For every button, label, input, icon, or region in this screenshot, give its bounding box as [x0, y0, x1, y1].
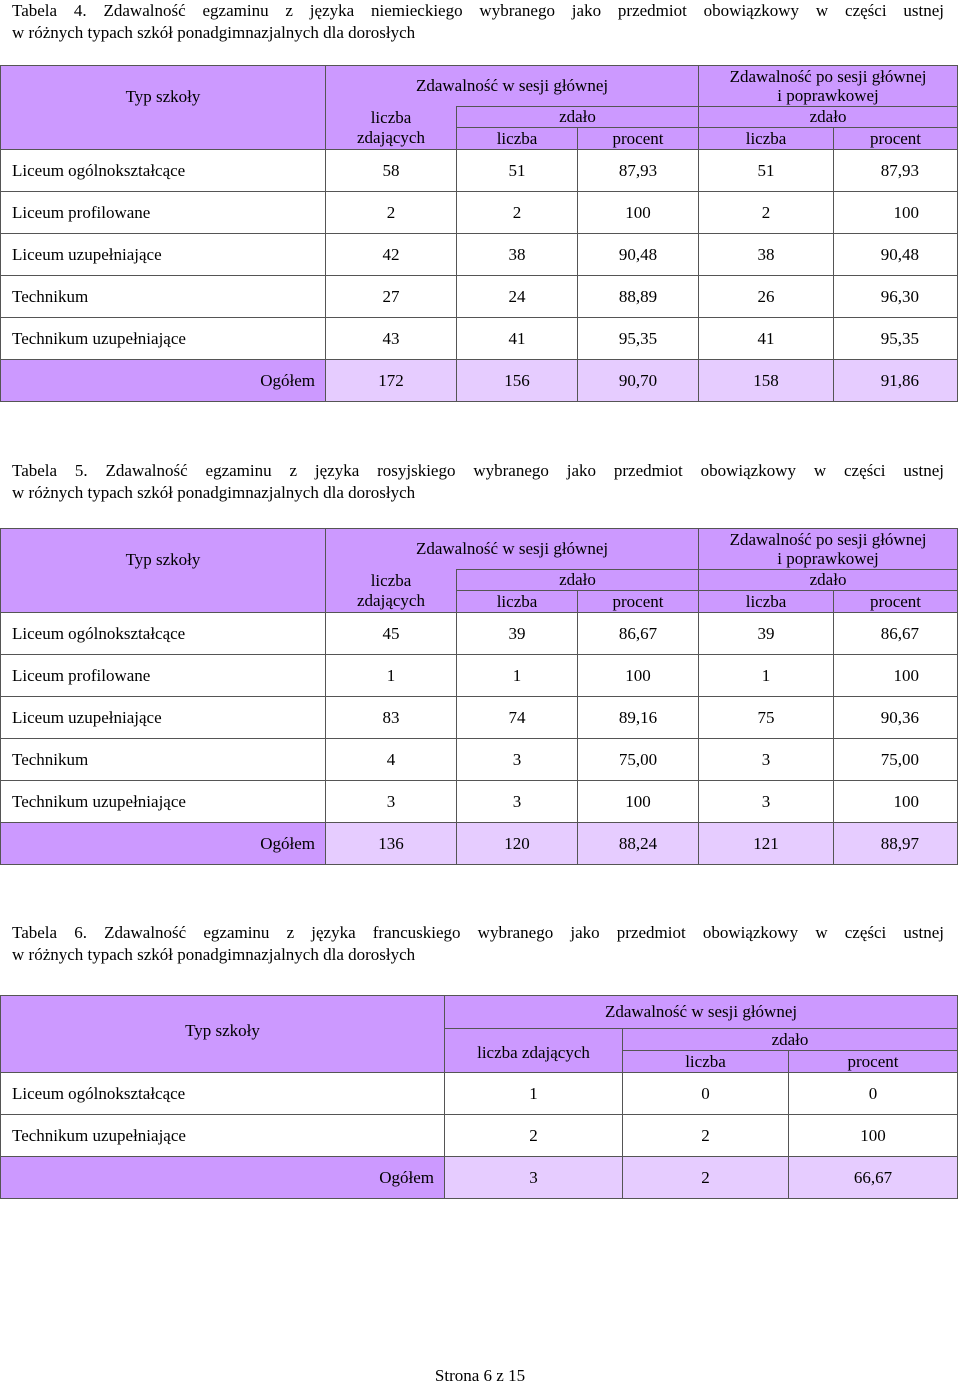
passed-percent-cell: 88,89	[578, 276, 699, 318]
header-after-session	[699, 529, 958, 570]
total-row	[1, 360, 958, 402]
passed-number-cell: 2	[623, 1115, 789, 1157]
school-type-cell: Liceum ogólnokształcące	[1, 150, 326, 192]
header-percent: procent	[578, 591, 699, 613]
passed-percent-cell: 89,16	[578, 697, 699, 739]
passed-number-cell: 3	[457, 781, 578, 823]
passed-after-percent-cell: 90,48	[834, 234, 958, 276]
count-cell: 27	[326, 276, 457, 318]
header-school-type-spacer	[1, 128, 326, 150]
table-row	[1, 1115, 958, 1157]
passed-number-cell: 41	[457, 318, 578, 360]
table5-caption-line1: Tabela 5. Zdawalność egzaminu z języka rosyjskiego wybranego jako przedmiot obowiązkowy w części ustnej	[12, 461, 944, 480]
passed-after-number-cell: 3	[699, 739, 834, 781]
total-passed-number-cell: 2	[623, 1157, 789, 1199]
count-cell: 3	[326, 781, 457, 823]
table-row	[1, 739, 958, 781]
total-label: Ogółem	[1, 823, 326, 865]
count-cell: 1	[445, 1073, 623, 1115]
passed-percent-cell: 100	[789, 1115, 958, 1157]
total-passed-percent-cell: 90,70	[578, 360, 699, 402]
passed-number-cell: 51	[457, 150, 578, 192]
passed-after-number-cell: 51	[699, 150, 834, 192]
header-after-session	[699, 66, 958, 107]
school-type-cell: Technikum uzupełniające	[1, 1115, 445, 1157]
header-count	[326, 107, 457, 150]
passed-number-cell: 38	[457, 234, 578, 276]
total-passed-after-number-cell: 158	[699, 360, 834, 402]
table6-caption-line1: Tabela 6. Zdawalność egzaminu z języka francuskiego wybranego jako przedmiot obowiązkowy w części ustnej	[12, 923, 944, 942]
passed-after-number-cell: 39	[699, 613, 834, 655]
total-passed-number-cell: 120	[457, 823, 578, 865]
table-row	[1, 781, 958, 823]
count-cell: 2	[326, 192, 457, 234]
header-main-session: Zdawalność w sesji głównej	[326, 66, 699, 107]
header-school-type: Typ szkoły	[1, 66, 326, 128]
header-count	[326, 570, 457, 613]
header-school-type: Typ szkoły	[1, 529, 326, 591]
school-type-cell: Liceum ogólnokształcące	[1, 1073, 445, 1115]
passed-after-percent-cell: 75,00	[834, 739, 958, 781]
total-count-cell: 172	[326, 360, 457, 402]
passed-percent-cell: 87,93	[578, 150, 699, 192]
total-label: Ogółem	[1, 1157, 445, 1199]
passed-percent-cell: 100	[578, 192, 699, 234]
header-main-session: Zdawalność w sesji głównej	[326, 529, 699, 570]
passed-after-percent-cell: 86,67	[834, 613, 958, 655]
table5-caption-line2: w różnych typach szkół ponadgimnazjalnych dla dorosłych	[12, 483, 416, 502]
header-after-session-line1: Zdawalność po sesji głównej	[729, 67, 927, 86]
passed-number-cell: 39	[457, 613, 578, 655]
passed-number-cell: 24	[457, 276, 578, 318]
header-after-session-line1: Zdawalność po sesji głównej	[729, 530, 927, 549]
school-type-cell: Technikum uzupełniające	[1, 318, 326, 360]
table4	[0, 65, 958, 402]
school-type-cell: Technikum	[1, 739, 326, 781]
passed-percent-cell: 90,48	[578, 234, 699, 276]
passed-after-number-cell: 2	[699, 192, 834, 234]
total-count-cell: 136	[326, 823, 457, 865]
header-number: liczba	[699, 591, 834, 613]
header-percent: procent	[834, 591, 958, 613]
passed-after-number-cell: 1	[699, 655, 834, 697]
passed-percent-cell: 95,35	[578, 318, 699, 360]
school-type-cell: Liceum profilowane	[1, 655, 326, 697]
passed-percent-cell: 100	[578, 781, 699, 823]
header-count-line2: zdających	[357, 590, 425, 610]
passed-number-cell: 74	[457, 697, 578, 739]
table-row	[1, 655, 958, 697]
table6-caption-line2: w różnych typach szkół ponadgimnazjalnych dla dorosłych	[12, 945, 416, 964]
total-passed-percent-cell: 66,67	[789, 1157, 958, 1199]
passed-percent-cell: 86,67	[578, 613, 699, 655]
total-count-cell: 3	[445, 1157, 623, 1199]
table-row	[1, 150, 958, 192]
total-row	[1, 823, 958, 865]
header-main-session: Zdawalność w sesji głównej	[445, 996, 958, 1029]
passed-after-number-cell: 75	[699, 697, 834, 739]
table-row	[1, 318, 958, 360]
header-count-line1: liczba	[370, 570, 412, 590]
header-passed-main: zdało	[623, 1029, 958, 1051]
count-cell: 58	[326, 150, 457, 192]
header-passed-after: zdało	[699, 107, 958, 128]
table5-caption	[12, 460, 944, 504]
passed-after-percent-cell: 100	[834, 192, 958, 234]
header-passed-main: zdało	[457, 570, 699, 591]
school-type-cell: Technikum uzupełniające	[1, 781, 326, 823]
total-passed-number-cell: 156	[457, 360, 578, 402]
table4-caption-line2: w różnych typach szkół ponadgimnazjalnych dla dorosłych	[12, 23, 416, 42]
table5	[0, 528, 958, 865]
passed-percent-cell: 0	[789, 1073, 958, 1115]
table-row	[1, 276, 958, 318]
passed-after-percent-cell: 87,93	[834, 150, 958, 192]
table4-caption	[12, 0, 944, 44]
table4-caption-line1: Tabela 4. Zdawalność egzaminu z języka niemieckiego wybranego jako przedmiot obowiązkowy w części ustnej	[12, 1, 944, 20]
count-cell: 2	[445, 1115, 623, 1157]
header-count-line1: liczba	[370, 107, 412, 127]
header-number: liczba	[623, 1051, 789, 1073]
passed-after-percent-cell: 90,36	[834, 697, 958, 739]
school-type-cell: Liceum ogólnokształcące	[1, 613, 326, 655]
count-cell: 42	[326, 234, 457, 276]
header-school-type-spacer	[1, 591, 326, 613]
header-school-type: Typ szkoły	[1, 996, 445, 1051]
count-cell: 1	[326, 655, 457, 697]
school-type-cell: Liceum uzupełniające	[1, 697, 326, 739]
passed-number-cell: 0	[623, 1073, 789, 1115]
school-type-cell: Liceum uzupełniające	[1, 234, 326, 276]
school-type-cell: Liceum profilowane	[1, 192, 326, 234]
table-row	[1, 1073, 958, 1115]
passed-number-cell: 3	[457, 739, 578, 781]
page-footer: Strona 6 z 15	[434, 1366, 526, 1385]
passed-after-number-cell: 3	[699, 781, 834, 823]
header-percent: procent	[834, 128, 958, 150]
header-count: liczba zdających	[445, 1029, 623, 1073]
header-school-type-spacer	[1, 1051, 445, 1073]
total-passed-after-percent-cell: 91,86	[834, 360, 958, 402]
header-count-line2: zdających	[357, 127, 425, 147]
table-row	[1, 613, 958, 655]
passed-after-number-cell: 26	[699, 276, 834, 318]
passed-number-cell: 1	[457, 655, 578, 697]
table-row	[1, 697, 958, 739]
passed-percent-cell: 75,00	[578, 739, 699, 781]
total-passed-after-number-cell: 121	[699, 823, 834, 865]
header-passed-main: zdało	[457, 107, 699, 128]
passed-percent-cell: 100	[578, 655, 699, 697]
total-passed-percent-cell: 88,24	[578, 823, 699, 865]
passed-after-percent-cell: 96,30	[834, 276, 958, 318]
table-row	[1, 192, 958, 234]
count-cell: 83	[326, 697, 457, 739]
header-number: liczba	[457, 128, 578, 150]
passed-after-number-cell: 38	[699, 234, 834, 276]
table-row	[1, 234, 958, 276]
passed-after-percent-cell: 100	[834, 781, 958, 823]
total-label: Ogółem	[1, 360, 326, 402]
school-type-cell: Technikum	[1, 276, 326, 318]
passed-after-percent-cell: 95,35	[834, 318, 958, 360]
passed-after-percent-cell: 100	[834, 655, 958, 697]
table6-caption	[12, 922, 944, 966]
passed-number-cell: 2	[457, 192, 578, 234]
header-after-session-line2: i poprawkowej	[777, 86, 879, 105]
header-after-session-line2: i poprawkowej	[777, 549, 879, 568]
table6	[0, 995, 958, 1199]
total-passed-after-percent-cell: 88,97	[834, 823, 958, 865]
header-percent: procent	[578, 128, 699, 150]
count-cell: 4	[326, 739, 457, 781]
passed-after-number-cell: 41	[699, 318, 834, 360]
header-passed-after: zdało	[699, 570, 958, 591]
header-percent: procent	[789, 1051, 958, 1073]
count-cell: 43	[326, 318, 457, 360]
count-cell: 45	[326, 613, 457, 655]
header-number: liczba	[699, 128, 834, 150]
header-number: liczba	[457, 591, 578, 613]
total-row	[1, 1157, 958, 1199]
